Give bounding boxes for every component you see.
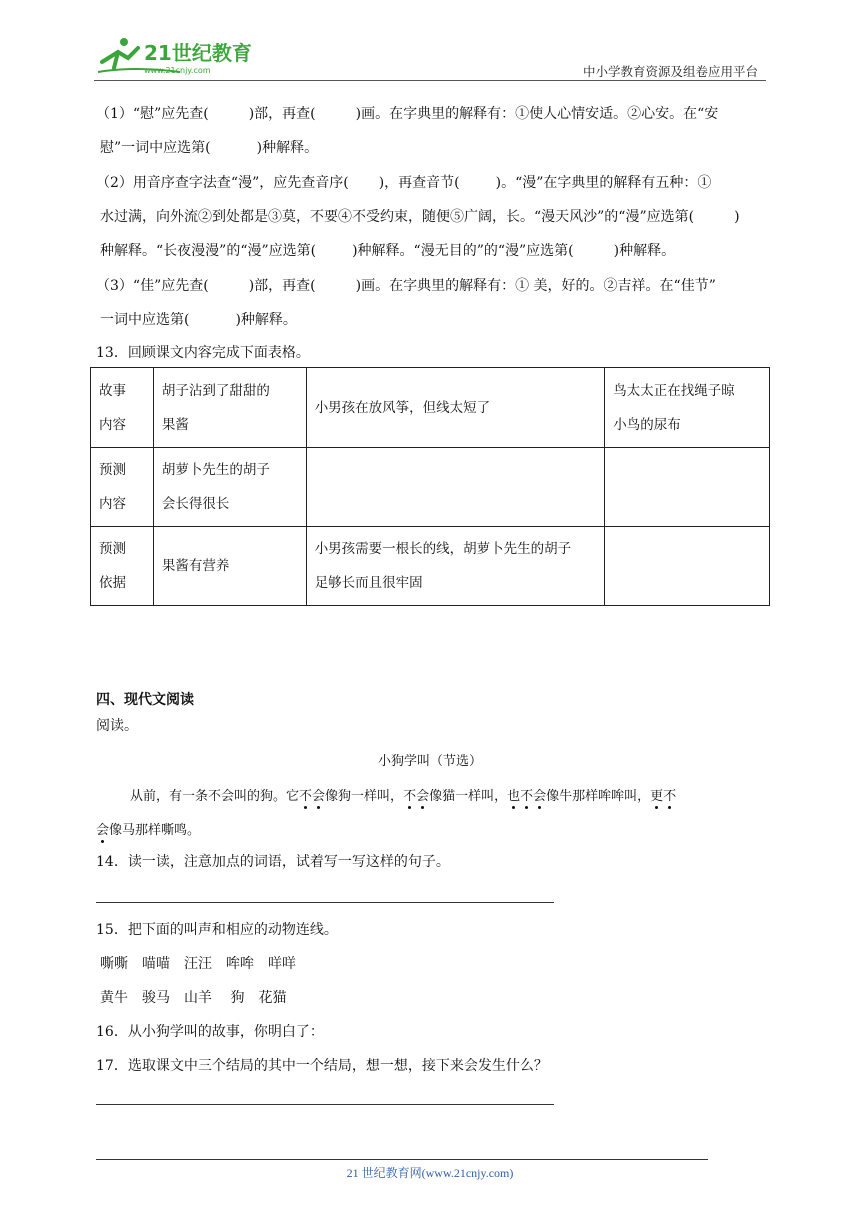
cell-text: 预测 内容 bbox=[99, 462, 126, 512]
footer-divider bbox=[96, 1159, 708, 1160]
cell-text: 故事 内容 bbox=[99, 382, 126, 433]
platform-title: 中小学教育资源及组卷应用平台 bbox=[582, 64, 758, 79]
q12-part1-line1: （1）“慰”应先查( )部，再查( )画。在字典里的解释有：①使人心情安适。②心安。在“安 bbox=[96, 106, 719, 122]
passage-line-1: 从前，有一条不会叫的狗。它不会像狗一样叫，不会像猫一样叫，也不会像牛那样哞哞叫，更不 bbox=[130, 789, 677, 804]
emphasis-char: 会 bbox=[312, 789, 326, 804]
table-row bbox=[91, 368, 770, 448]
table-cell bbox=[153, 527, 306, 606]
reading-intro: 阅读。 bbox=[96, 718, 138, 734]
passage-line-2: 会像马那样嘶鸣。 bbox=[96, 823, 201, 838]
svg-text:21世纪教育: 21世纪教育 bbox=[144, 41, 252, 65]
answer-cell[interactable] bbox=[605, 527, 770, 606]
emphasis-char: 不 bbox=[299, 789, 313, 804]
emphasis-char: 不 bbox=[403, 789, 417, 804]
section-title: 四、现代文阅读 bbox=[96, 692, 194, 708]
q12-part1-line2: 慰”一词中应选第( )种解释。 bbox=[100, 140, 319, 156]
logo-text bbox=[94, 32, 95, 33]
cell-text: 小男孩需要一根长的线，胡萝卜先生的胡子 足够长而且很牢固 bbox=[314, 541, 572, 591]
emphasis-char: 会 bbox=[533, 789, 547, 804]
table-cell bbox=[153, 368, 306, 448]
passage-text bbox=[96, 780, 776, 848]
q15-sounds: 嘶嘶 喵喵 汪汪 哞哞 咩咩 bbox=[100, 956, 296, 972]
q12-part3-line1: （3）“佳”应先查( )部，再查( )画。在字典里的解释有：① 美，好的。②吉祥。在“佳节” bbox=[96, 278, 716, 294]
header-divider bbox=[94, 80, 766, 81]
q16-prompt: 16．从小狗学叫的故事，你明白了： bbox=[96, 1024, 324, 1040]
cell-text: 鸟太太正在找绳子晾 小鸟的尿布 bbox=[613, 382, 735, 433]
svg-text:www.21cnjy.com: www.21cnjy.com bbox=[144, 66, 211, 75]
emphasis-char: 会 bbox=[416, 789, 430, 804]
q12-part2-line2: 水过满，向外流②到处都是③莫，不要④不受约束，随便⑤广阔，长。“漫天风沙”的“漫”应选第( ) bbox=[100, 209, 740, 225]
q12-part3-line2: 一词中应选第( )种解释。 bbox=[100, 312, 297, 328]
table-cell bbox=[91, 448, 154, 527]
emphasis-char: 会 bbox=[96, 823, 110, 838]
cell-text: 预测 依据 bbox=[99, 541, 126, 591]
emphasis-char: 更 bbox=[650, 789, 664, 804]
q14-prompt: 14．读一读，注意加点的词语，试着写一写这样的句子。 bbox=[96, 854, 450, 870]
footer-link[interactable]: 21 世纪教育网(www.21cnjy.com) bbox=[346, 1166, 514, 1180]
story-table bbox=[90, 367, 770, 606]
cell-text: 果酱有营养 bbox=[161, 558, 230, 574]
cell-text: 小男孩在放风筝，但线太短了 bbox=[314, 399, 491, 416]
q17-answer-line[interactable] bbox=[96, 1104, 554, 1105]
answer-cell[interactable] bbox=[605, 448, 770, 527]
q13-prompt: 13．回顾课文内容完成下面表格。 bbox=[96, 345, 310, 361]
table-cell bbox=[605, 368, 770, 448]
emphasis-char: 也 bbox=[507, 789, 521, 804]
q15-prompt: 15．把下面的叫声和相应的动物连线。 bbox=[96, 922, 338, 938]
q17-prompt: 17．选取课文中三个结局的其中一个结局，想一想，接下来会发生什么？ bbox=[96, 1058, 548, 1074]
site-logo bbox=[94, 32, 264, 78]
table-cell bbox=[91, 527, 154, 606]
table-cell bbox=[91, 368, 154, 448]
table-cell bbox=[153, 448, 306, 527]
table-row bbox=[91, 448, 770, 527]
cell-text: 胡萝卜先生的胡子 会长得很长 bbox=[161, 462, 270, 512]
emphasis-char: 不 bbox=[663, 789, 677, 804]
passage-title: 小狗学叫（节选） bbox=[377, 754, 482, 769]
table-cell bbox=[306, 527, 605, 606]
emphasis-char: 不 bbox=[520, 789, 534, 804]
table-cell bbox=[306, 368, 605, 448]
answer-cell[interactable] bbox=[306, 448, 605, 527]
cell-text: 胡子沾到了甜甜的 果酱 bbox=[161, 382, 270, 433]
table-row bbox=[91, 527, 770, 606]
q14-answer-line[interactable] bbox=[96, 902, 554, 903]
q12-part2-line3: 种解释。“长夜漫漫”的“漫”应选第( )种解释。“漫无目的”的“漫”应选第( )种解释。 bbox=[100, 243, 676, 259]
q15-animals: 黄牛 骏马 山羊 狗 花猫 bbox=[100, 990, 287, 1006]
q12-part2-line1: （2）用音序查字法查“漫”，应先查音序( )，再查音节( )。“漫”在字典里的解释有五种：① bbox=[96, 175, 712, 191]
